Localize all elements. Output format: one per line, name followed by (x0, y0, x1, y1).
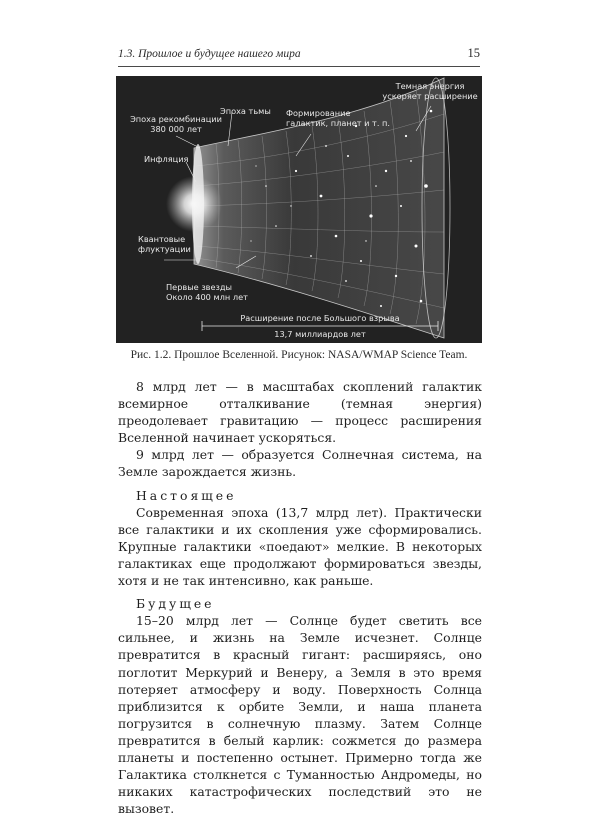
section-heading-present: Настоящее (136, 487, 237, 503)
running-header (118, 46, 480, 67)
figure-caption: Рис. 1.2. Прошлое Вселенной. Рисунок: NASA/WMAP Science Team. (130, 349, 468, 361)
dark-energy-label: Темная энергия ускоряет расширение (382, 81, 478, 101)
paragraph-dark-energy: 8 млрд лет — в масштабах скоплений галактик всемирное отталкивание (темная энергия) преодолевает гравитацию — процесс расширения Вселенной начинает ускоряться. (118, 379, 482, 446)
body-text (118, 378, 482, 817)
paragraph-solar-system: 9 млрд лет — образуется Солнечная система, на Земле зарождается жизнь. (118, 447, 482, 480)
expansion-label: Расширение после Большого взрыва (240, 313, 400, 323)
universe-history-figure (116, 76, 482, 343)
paragraph-present: Современная эпоха (13,7 млрд лет). Практически все галактики и их скопления уже сформировались. Крупные галактики «поедают» мелкие. В некоторых галактиках еще продолжают формироваться звезды, хотя и не так интенсивно, как раньше. (118, 504, 482, 589)
chapter-title: 1.3. Прошлое и будущее нашего мира (118, 48, 301, 60)
section-heading-future: Будущее (136, 596, 215, 612)
first-stars-label: Первые звезды Около 400 млн лет (166, 282, 248, 302)
recombination-label: Эпоха рекомбинации 380 000 лет (130, 114, 222, 134)
formation-label: Формирование галактик, планет и т. п. (286, 108, 390, 128)
paragraph-future: 15–20 млрд лет — Солнце будет светить все сильнее, и жизнь на Земле исчезнет. Солнце превратится в красный гигант: расширяясь, оно поглотит Меркурий и Венеру, а Земля в это время потеряет атмосферу и воду. Поверхность Солнца приблизится к орбите Земли, и наша планета погрузится в солнечную плазму. Затем Солнце превратится в белый карлик: сожмется до размера планеты и постепенно остынет. Примерно тогда же Галактика столкнется с Туманностью Андромеды, но никаких катастрофических последствий это не вызовет. (118, 613, 482, 817)
dark-age-label: Эпоха тьмы (220, 106, 271, 116)
page-number: 15 (467, 46, 480, 60)
inflation-label: Инфляция (144, 154, 189, 164)
quantum-fluctuations-label: Квантовые флуктуации (138, 234, 191, 254)
age-label: 13,7 миллиардов лет (274, 329, 366, 339)
